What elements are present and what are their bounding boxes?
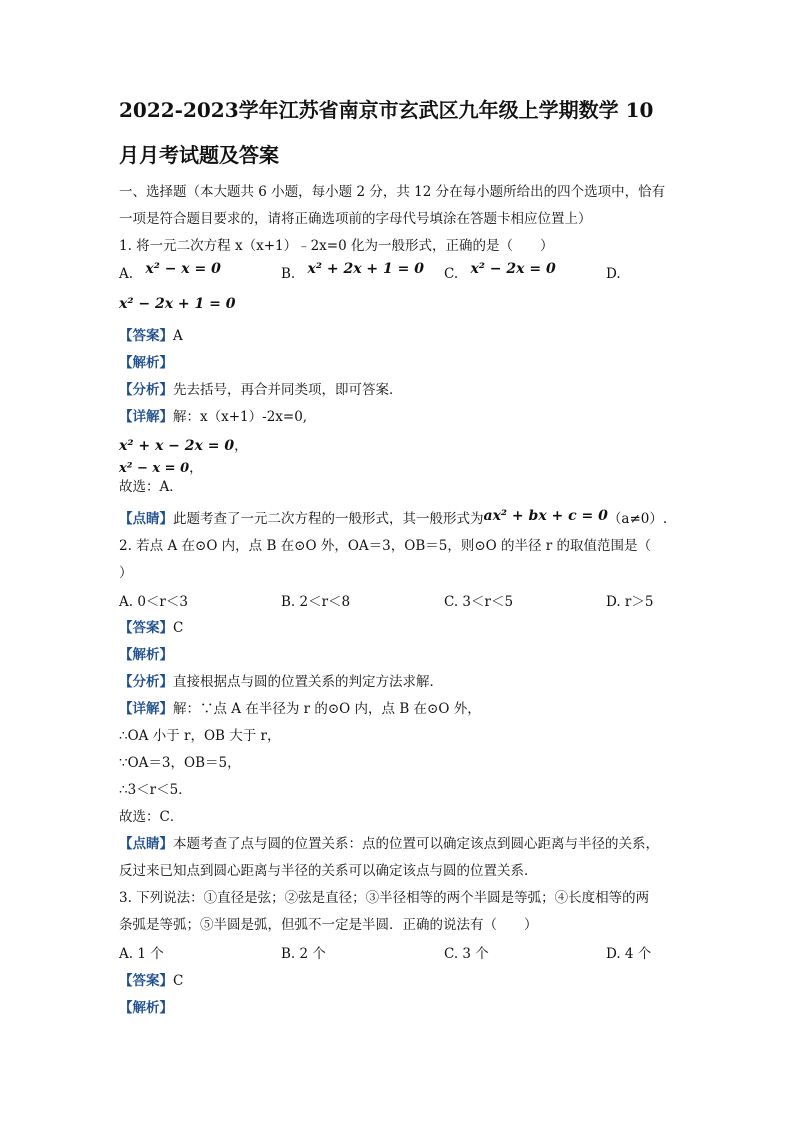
q1-detail-1: 解：x（x+1）-2x=0,	[173, 409, 308, 425]
q1-option-a-formula: x² − x = 0	[145, 261, 221, 277]
q1-fenxi-line	[119, 378, 403, 398]
q2-dianjing-line-1	[119, 832, 659, 852]
q3-stem-line-2: 条弧是等弧；⑤半圆是弧，但弧不一定是半圆．正确的说法有（ ）	[119, 917, 538, 933]
section-intro-line-1: 一、选择题（本大题共 6 小题，每小题 2 分，共 12 分在每小题所给出的四个选项中，恰有	[119, 184, 666, 200]
answer-label: 【答案】	[119, 620, 173, 636]
q3-analysis-label: 【解析】	[119, 1000, 173, 1016]
q3-option-b: B. 2 个	[281, 946, 326, 962]
q1-option-b-formula: x² + 2x + 1 = 0	[307, 261, 424, 277]
xiangjie-label: 【详解】	[119, 701, 173, 717]
dianjing-label: 【点睛】	[119, 511, 173, 527]
q3-answer-line	[119, 969, 183, 989]
q1-dianjing-post: （a≠0）.	[607, 511, 668, 527]
title-line-1: 2022-2023学年江苏省南京市玄武区九年级上学期数学 10	[119, 98, 654, 122]
q1-option-c	[444, 261, 556, 282]
q3-stem-line-1: 3. 下列说法：①直径是弦；②弦是直径；③半径相等的两个半圆是等弧；④长度相等的两	[119, 890, 650, 906]
q1-detail-3-formula: x² − x = 0	[119, 461, 190, 476]
q2-detail-line-4: ∴3＜r＜5．	[119, 782, 192, 798]
q2-answer-line	[119, 616, 183, 636]
q1-option-b	[281, 261, 424, 282]
q2-dianjing-line-2: 反过来已知点到圆心距离与半径的关系可以确定该点与圆的位置关系．	[119, 863, 538, 879]
q2-detail-line-2: ∴OA 小于 r，OB 大于 r，	[119, 728, 281, 744]
q2-detail-line-1	[119, 697, 481, 717]
q1-dianjing-formula: ax² + bx + c = 0	[483, 508, 608, 524]
q1-option-b-letter: B.	[281, 266, 296, 282]
dianjing-label: 【点睛】	[119, 836, 173, 852]
q2-answer-value: C	[173, 620, 184, 636]
q3-answer-value: C	[173, 973, 184, 989]
q1-stem: 1. 将一元二次方程 x（x+1）﹣2x=0 化为一般形式，正确的是（ ）	[119, 238, 554, 254]
q2-dianjing-text-1: 本题考查了点与圆的位置关系：点的位置可以确定该点到圆心距离与半径的关系，	[173, 836, 659, 852]
q2-analysis-label: 【解析】	[119, 647, 173, 663]
q2-detail-line-3: ∵OA＝3，OB＝5，	[119, 755, 241, 771]
q1-choose: 故选：A．	[119, 479, 183, 495]
q2-stem-line-2: ）	[119, 565, 133, 581]
q1-detail-2-formula: x² + x − 2x = 0	[119, 438, 235, 454]
q2-option-d: D. r＞5	[606, 594, 654, 610]
q1-analysis-label: 【解析】	[119, 355, 173, 371]
q1-fenxi-text: 先去括号，再合并同类项，即可答案．	[173, 382, 403, 398]
q1-detail-line-3	[119, 456, 203, 476]
q1-detail-line-1	[119, 405, 307, 425]
q3-option-d: D. 4 个	[606, 946, 652, 962]
title-line-2: 月月考试题及答案	[119, 143, 279, 167]
q1-answer-value: A	[173, 328, 183, 344]
q2-detail-1: 解：∵点 A 在半径为 r 的⊙O 内，点 B 在⊙O 外，	[173, 701, 481, 717]
q3-option-a: A. 1 个	[119, 946, 164, 962]
answer-label: 【答案】	[119, 328, 173, 344]
q2-option-c: C. 3＜r＜5	[444, 594, 514, 610]
q1-option-a-letter: A.	[119, 266, 134, 282]
answer-label: 【答案】	[119, 973, 173, 989]
q3-option-c: C. 3 个	[444, 946, 489, 962]
q1-option-d-formula: x² − 2x + 1 = 0	[119, 296, 236, 312]
q1-dianjing-pre: 此题考查了一元二次方程的一般形式，其一般形式为	[173, 511, 484, 527]
q1-option-c-letter: C.	[444, 266, 459, 282]
q1-detail-2-tail: ，	[234, 438, 248, 454]
section-intro-line-2: 一项是符合题目要求的，请将正确选项前的字母代号填涂在答题卡相应位置上）	[119, 211, 592, 227]
q1-detail-line-2	[119, 434, 248, 454]
q2-option-b: B. 2＜r＜8	[281, 594, 351, 610]
q1-option-d-letter: D.	[606, 266, 621, 282]
q2-stem-line-1: 2. 若点 A 在⊙O 内，点 B 在⊙O 外，OA＝3，OB＝5，则⊙O 的半径 r 的取值范围是（	[119, 538, 652, 554]
fenxi-label: 【分析】	[119, 382, 173, 398]
q2-fenxi-text: 直接根据点与圆的位置关系的判定方法求解．	[173, 674, 443, 690]
q1-answer-line	[119, 324, 183, 344]
q2-option-a: A. 0＜r＜3	[119, 594, 188, 610]
fenxi-label: 【分析】	[119, 674, 173, 690]
q1-option-c-formula: x² − 2x = 0	[470, 261, 556, 277]
q2-fenxi-line	[119, 670, 443, 690]
q2-choose: 故选：C．	[119, 809, 184, 825]
q1-detail-3-tail: ，	[189, 460, 203, 476]
q1-dianjing-line	[119, 507, 667, 527]
document-title	[119, 88, 679, 178]
q1-option-a	[119, 261, 221, 282]
xiangjie-label: 【详解】	[119, 409, 173, 425]
